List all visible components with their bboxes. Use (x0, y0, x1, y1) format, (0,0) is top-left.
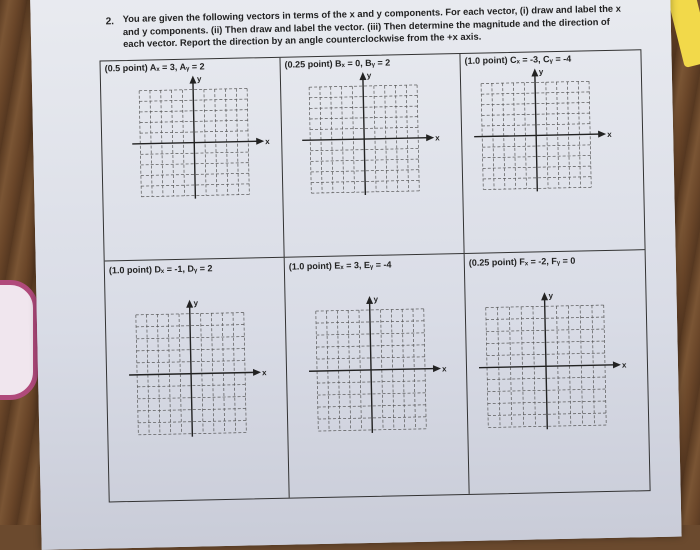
x-axis-label: x (435, 133, 440, 143)
cell-label: (1.0 point) Eₓ = 3, Eᵧ = -4 (288, 259, 392, 272)
x-axis (309, 369, 435, 372)
y-axis-arrow-icon (531, 68, 538, 76)
graph-grid (125, 296, 268, 439)
x-axis-label: x (441, 364, 447, 374)
pink-object (0, 280, 38, 400)
graph-grid (471, 65, 614, 194)
cell-vector-e (285, 254, 470, 498)
y-axis-arrow-icon (189, 76, 196, 84)
cell-vector-c (460, 50, 644, 254)
cell-vector-a (101, 58, 285, 262)
question-number: 2. (105, 16, 115, 28)
vector-table (99, 49, 650, 502)
graph-grid (305, 292, 448, 435)
question-text: You are given the following vectors in terms of the x and y components. For each vector, (i) draw and label the x and y components. (ii) Then draw and label the vector. (iii) Then determine the magnitude and the direction of each vector. Report the direction by an angle counterclockwise from the +x axis. (122, 2, 621, 50)
worksheet-paper (30, 0, 682, 550)
cell-label: (0.25 point) Bₓ = 0, Bᵧ = 2 (284, 57, 391, 70)
y-axis-arrow-icon (186, 300, 193, 308)
y-axis (363, 78, 365, 195)
cell-label: (0.25 point) Fₓ = -2, Fᵧ = 0 (468, 255, 576, 268)
x-axis-arrow-icon (598, 130, 606, 137)
y-axis-label: y (373, 294, 379, 304)
cell-vector-d (105, 258, 290, 502)
x-axis-arrow-icon (426, 134, 434, 141)
x-axis-label: x (621, 360, 627, 370)
y-axis-arrow-icon (366, 296, 373, 304)
x-axis (129, 372, 255, 375)
cell-label: (1.0 point) Dₓ = -1, Dᵧ = 2 (108, 263, 213, 276)
cell-vector-f (465, 250, 650, 494)
x-axis-arrow-icon (256, 138, 264, 145)
y-axis-arrow-icon (359, 72, 366, 80)
graph-grid (475, 289, 628, 432)
graph-grid (299, 68, 442, 197)
x-axis-arrow-icon (433, 365, 441, 372)
y-axis-label: y (538, 67, 544, 77)
y-axis (193, 82, 195, 199)
y-axis-label: y (366, 70, 372, 80)
x-axis-label: x (261, 368, 267, 378)
y-axis (535, 74, 537, 191)
cell-vector-b (280, 54, 464, 258)
x-axis-label: x (607, 129, 612, 139)
y-axis-arrow-icon (541, 292, 548, 300)
y-axis-label: y (548, 291, 554, 301)
cell-label: (0.5 point) Aₓ = 3, Aᵧ = 2 (104, 61, 205, 74)
x-axis (479, 365, 615, 368)
x-axis-label: x (265, 137, 270, 147)
y-axis-label: y (196, 74, 202, 84)
cell-label: (1.0 point) Cₓ = -3, Cᵧ = -4 (464, 53, 572, 66)
x-axis-arrow-icon (613, 361, 621, 368)
y-axis-label: y (193, 298, 199, 308)
graph-grid (129, 72, 272, 201)
x-axis-arrow-icon (253, 369, 261, 376)
